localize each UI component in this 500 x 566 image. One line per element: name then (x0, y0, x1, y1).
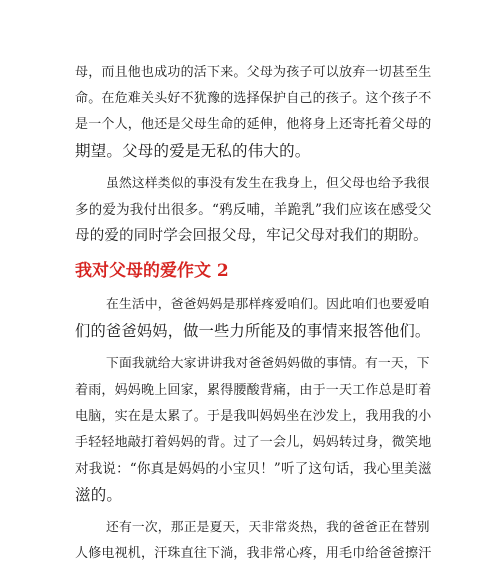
paragraph-4-line-6: 滋的。 (75, 485, 123, 504)
paragraph-2-line-1: 虽然这样类似的事没有发生在我身上，但父母也给予我很 (106, 175, 430, 191)
paragraph-4-line-5: 对我说：“你真是妈妈的小宝贝！”听了这句话，我心里美滋 (75, 460, 432, 477)
paragraph-4-line-3: 电脑，实在是太累了。于是我叫妈妈坐在沙发上，我用我的小 (75, 408, 432, 424)
paragraph-4-line-1: 下面我就给大家讲讲我对爸爸妈妈做的事情。有一天，下 (106, 356, 430, 372)
paragraph-2-line-2: 多的爱为我付出很多。“鸦反哺，羊跪乳”我们应该在感受父 (75, 201, 432, 218)
paragraph-1-line-4: 期望。父母的爱是无私的伟大的。 (75, 142, 311, 161)
paragraph-4-line-4: 手轻轻地敲打着妈妈的背。过了一会儿，妈妈转过身，微笑地 (75, 434, 432, 450)
paragraph-3-line-1: 在生活中，爸爸妈妈是那样疼爱咱们。因此咱们也要爱咱 (106, 297, 430, 313)
paragraph-2-line-3: 母的爱的同时学会回报父母，牢记父母对我们的期盼。 (75, 227, 428, 244)
paragraph-1-line-3: 是一个人，他还是父母生命的延伸，他将身上还寄托着父母的 (75, 117, 432, 133)
paragraph-1-line-1: 母，而且他也成功的活下来。父母为孩子可以放弃一切甚至生 (75, 65, 432, 80)
paragraph-4-line-2: 着雨，妈妈晚上回家，累得腰酸背痛，由于一天工作总是盯着 (75, 382, 432, 398)
paragraph-5-line-1: 还有一次，那正是夏天，天非常炎热，我的爸爸正在替别 (106, 519, 430, 535)
paragraph-1-line-2: 命。在危难关头好不犹豫的选择保护自己的孩子。这个孩子不 (75, 91, 432, 107)
paragraph-5-line-2: 人修电视机，汗珠直往下淌，我非常心疼，用毛巾给爸爸擦汗 (75, 546, 432, 561)
paragraph-3-line-2: 们的爸爸妈妈，做一些力所能及的事情来报答他们。 (75, 322, 431, 341)
section-title: 我对父母的爱作文 2 (75, 261, 229, 282)
